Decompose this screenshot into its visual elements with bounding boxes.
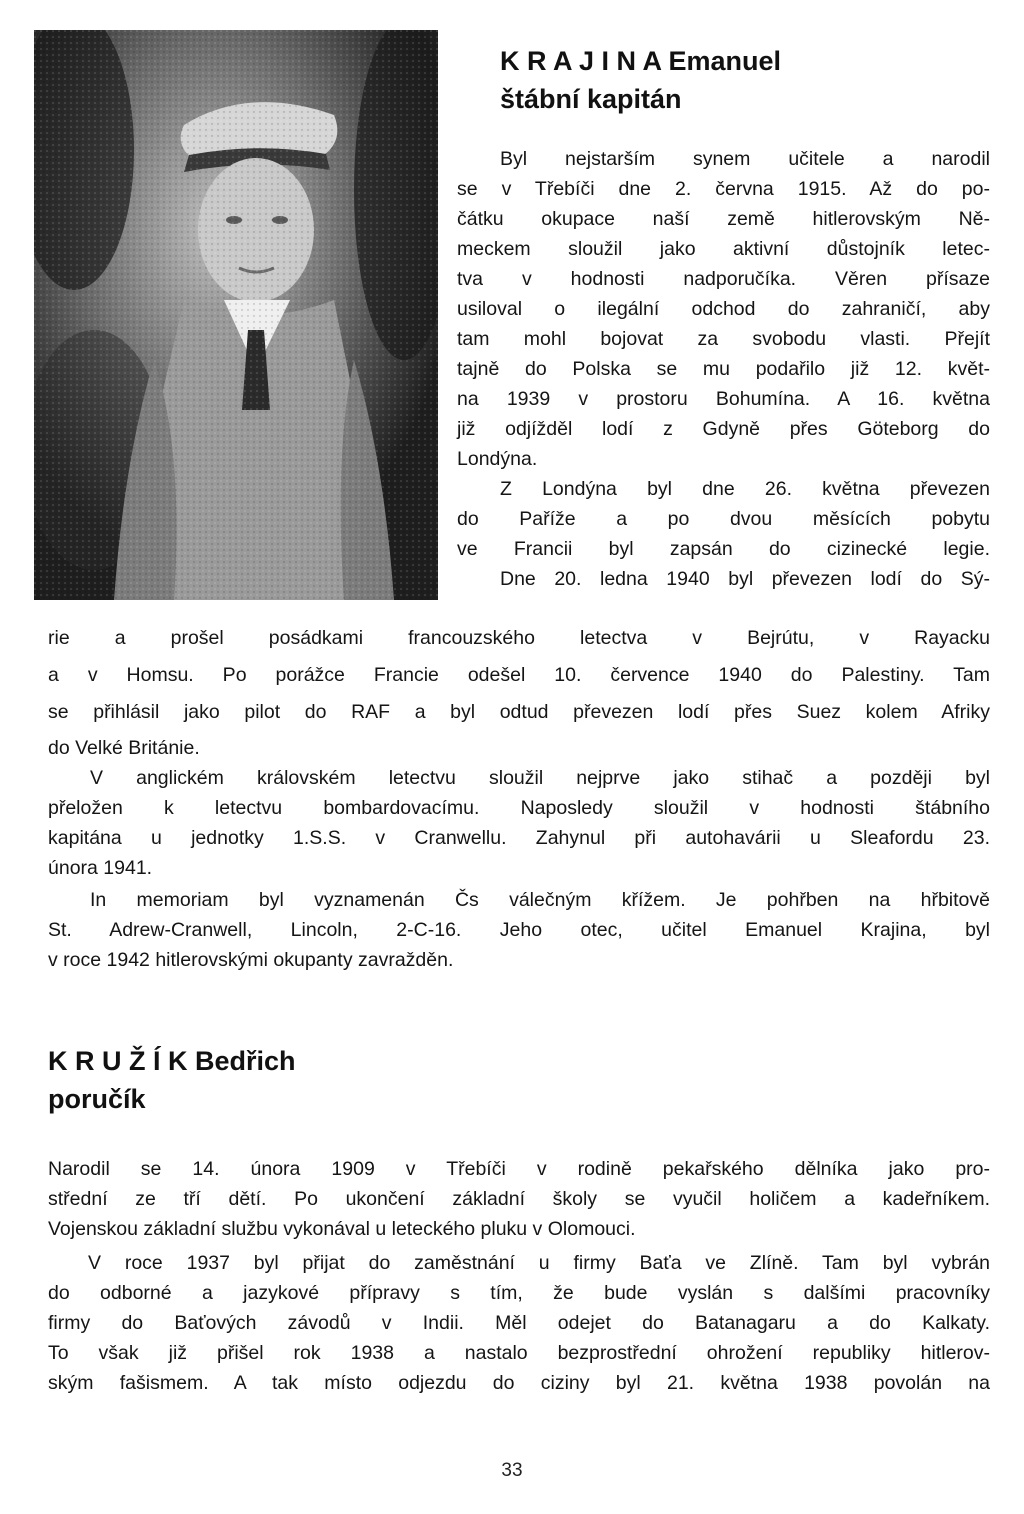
- text-line: To však již přišel rok 1938 a nastalo bezprostřední ohrožení republiky hitlerov-: [48, 1342, 990, 1364]
- text-line: tam mohl bojovat za svobodu vlasti. Přejít: [457, 328, 990, 350]
- text-line: In memoriam byl vyznamenán Čs válečným křížem. Je pohřben na hřbitově: [90, 889, 990, 911]
- text-line: rie a prošel posádkami francouzského letectva v Bejrútu, v Rayacku: [48, 627, 990, 649]
- text-line: do Paříže a po dvou měsících pobytu: [457, 508, 990, 530]
- entry-name: K R U Ž Í K Bedřich: [48, 1046, 296, 1076]
- text-line: Dne 20. ledna 1940 byl převezen lodí do Sý-: [500, 568, 990, 590]
- text-line: do Velké Británie.: [48, 737, 200, 759]
- text-line: Narodil se 14. února 1909 v Třebíči v rodině pekařského dělníka jako pro-: [48, 1158, 990, 1180]
- portrait-photo-icon: [34, 30, 438, 600]
- text-line: Londýna.: [457, 448, 538, 470]
- entry-name: K R A J I N A Emanuel: [500, 46, 782, 76]
- entry-rank: poručík: [48, 1084, 146, 1114]
- entry-heading-kruzik: [48, 1042, 296, 1118]
- text-line: usiloval o ilegální odchod do zahraničí, aby: [457, 298, 990, 320]
- text-line: Byl nejstarším synem učitele a narodil: [500, 148, 990, 170]
- text-line: Vojenskou základní službu vykonával u leteckého pluku v Olomouci.: [48, 1218, 636, 1240]
- text-line: přeložen k letectvu bombardovacímu. Naposledy sloužil v hodnosti štábního: [48, 797, 990, 819]
- page-number: 33: [501, 1460, 523, 1481]
- entry-heading-krajina: [500, 42, 781, 118]
- text-line: na 1939 v prostoru Bohumína. A 16. května: [457, 388, 990, 410]
- text-line: meckem sloužil jako aktivní důstojník letec-: [457, 238, 990, 260]
- text-line: již odjížděl lodí z Gdyně přes Göteborg do: [457, 418, 990, 440]
- text-line: se v Třebíči dne 2. června 1915. Až do po-: [457, 178, 990, 200]
- text-line: Z Londýna byl dne 26. května převezen: [500, 478, 990, 500]
- text-line: února 1941.: [48, 857, 153, 879]
- text-line: do odborné a jazykové přípravy s tím, že bude vyslán s dalšími pracovníky: [48, 1282, 990, 1304]
- text-line: ským fašismem. A tak místo odjezdu do ciziny byl 21. května 1938 povolán na: [48, 1372, 990, 1394]
- text-line: V roce 1937 byl přijat do zaměstnání u firmy Baťa ve Zlíně. Tam byl vybrán: [88, 1252, 990, 1274]
- text-line: ve Francii byl zapsán do cizinecké legie.: [457, 538, 990, 560]
- text-line: tva v hodnosti nadporučíka. Věren přísaze: [457, 268, 990, 290]
- text-line: kapitána u jednotky 1.S.S. v Cranwellu. Zahynul při autohavárii u Sleafordu 23.: [48, 827, 990, 849]
- text-line: se přihlásil jako pilot do RAF a byl odtud převezen lodí přes Suez kolem Afriky: [48, 701, 990, 723]
- text-line: a v Homsu. Po porážce Francie odešel 10. července 1940 do Palestiny. Tam: [48, 664, 990, 686]
- portrait-photo: [34, 30, 438, 600]
- text-line: V anglickém královském letectvu sloužil nejprve jako stihač a později byl: [90, 767, 990, 789]
- text-line: tajně do Polska se mu podařilo již 12. květ-: [457, 358, 990, 380]
- text-line: firmy do Baťových závodů v Indii. Měl odejet do Batanagaru a do Kalkaty.: [48, 1312, 990, 1334]
- text-line: střední ze tří dětí. Po ukončení základní školy se vyučil holičem a kadeřníkem.: [48, 1188, 990, 1210]
- entry-rank: štábní kapitán: [500, 84, 682, 114]
- text-line: v roce 1942 hitlerovskými okupanty zavražděn.: [48, 949, 454, 971]
- text-line: čátku okupace naší země hitlerovským Ně-: [457, 208, 990, 230]
- text-line: St. Adrew-Cranwell, Lincoln, 2-C-16. Jeho otec, učitel Emanuel Krajina, byl: [48, 919, 990, 941]
